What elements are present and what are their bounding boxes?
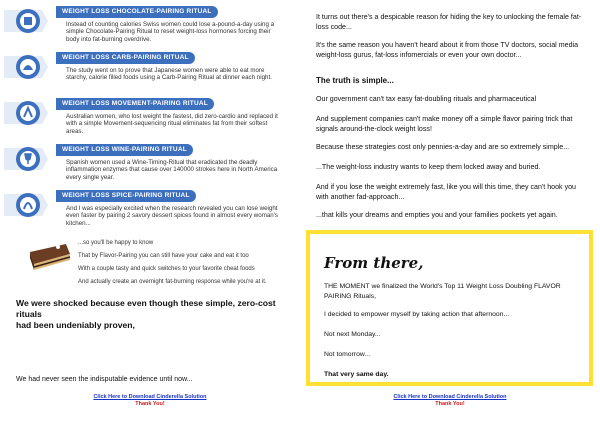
truth-heading: The truth is simple... xyxy=(316,76,394,85)
ribbon-badge-icon xyxy=(4,188,48,222)
ritual-text: Spanish women used a Wine-Timing-Ritual that eradicated the deadly inflammation enzymes that cause over 140000 strokes here in North America every single year. xyxy=(66,159,278,181)
ritual-title: WEIGHT LOSS CHOCOLATE-PAIRING RITUAL xyxy=(56,6,218,18)
cake-line: And actually create an overnight fat-burning response while you're at it. xyxy=(78,279,267,285)
paragraph: And if you lose the weight extremely fast, like you will this time, they can't hook you with another fad-approach... xyxy=(316,183,577,201)
ritual-text: Instead of counting calories Swiss women could lose a-pound-a-day using a simple Chocolate-Pairing Ritual to reset weight-loss hormones forcing their body into fat-burning overdrive. xyxy=(66,21,275,43)
paragraph: Our government can't tax easy fat-doubling rituals and pharmaceutical xyxy=(316,95,537,103)
shock-heading xyxy=(16,298,276,330)
ribbon-badge-icon xyxy=(4,50,48,84)
paragraph: It's the same reason you haven't heard about it from those TV doctors, social media weight-loss gurus, fat-loss infomercials or even your own doctor... xyxy=(316,41,579,59)
ribbon-badge-icon xyxy=(4,4,48,38)
thank-you-text: Thank You! xyxy=(135,401,165,407)
shock-line: We were shocked because even though these simple, zero-cost rituals xyxy=(16,298,276,319)
ritual-title: WEIGHT LOSS SPICE-PAIRING RITUAL xyxy=(56,190,196,202)
paragraph: And supplement companies can't make money off a simple flavor pairing trick that signals around-the-clock weight loss! xyxy=(316,115,573,133)
cake-benefit-list xyxy=(78,240,283,292)
download-footer xyxy=(0,394,300,408)
paragraph: ...The weight-loss industry wants to keep them locked away and buried. xyxy=(316,163,541,171)
highlight-box xyxy=(306,230,593,386)
ritual-text: Australian women, who lost weight the fastest, did zero-cardio and replaced it with a simple Movement-sequencing ritual eliminates fat from their softest areas. xyxy=(66,113,278,135)
thank-you-text: Thank You! xyxy=(435,401,465,407)
cake-line: With a couple tasty and quick switches to your favorite cheat foods xyxy=(78,266,255,272)
paragraph: ...that kills your dreams and empties you and your families pockets yet again. xyxy=(316,211,558,219)
ritual-text: The study went on to prove that Japanese women were able to eat more starchy, calorie filled foods using a Carb-Pairing Ritual at dinner each night. xyxy=(66,67,272,82)
ritual-title: WEIGHT LOSS CARB-PAIRING RITUAL xyxy=(56,52,195,64)
box-line: That very same day. xyxy=(324,371,389,378)
shock-line: had been undeniably proven, xyxy=(16,319,135,330)
ritual-text: And I was especially excited when the research revealed you can lose weight even faster by pairing 2 savory dessert spices found in almost every woman's kitchen... xyxy=(66,205,279,227)
box-heading: From there, xyxy=(324,254,424,272)
download-link[interactable]: Click Here to Download Cinderella Solution xyxy=(93,394,207,400)
paragraph: It turns out there's a despicable reason for hiding the key to unlocking the female fat-loss code... xyxy=(316,13,582,31)
box-line: Not next Monday... xyxy=(324,331,381,338)
box-line: I decided to empower myself by taking action that afternoon... xyxy=(324,311,510,318)
never-seen-text: We had never seen the indisputable evidence until now... xyxy=(16,376,193,383)
ritual-title: WEIGHT LOSS WINE-PAIRING RITUAL xyxy=(56,144,193,156)
cake-line: That by Flavor-Pairing you can still have your cake and eat it too xyxy=(78,253,249,259)
download-footer xyxy=(300,394,600,408)
download-link[interactable]: Click Here to Download Cinderella Solution xyxy=(393,394,507,400)
cake-slice-icon xyxy=(28,238,72,272)
paragraph: Because these strategies cost only pennies-a-day and are so extremely simple... xyxy=(316,143,570,151)
ribbon-badge-icon xyxy=(4,96,48,130)
ritual-title: WEIGHT LOSS MOVEMENT-PAIRING RITUAL xyxy=(56,98,214,110)
box-line: Not tomorrow... xyxy=(324,351,371,358)
cake-line: ...so you'll be happy to know xyxy=(78,240,154,246)
box-line: THE MOMENT we finalized the World's Top 11 Weight Loss Doubling FLAVOR PAIRING Rituals, xyxy=(324,283,561,300)
ribbon-badge-icon xyxy=(4,142,48,176)
